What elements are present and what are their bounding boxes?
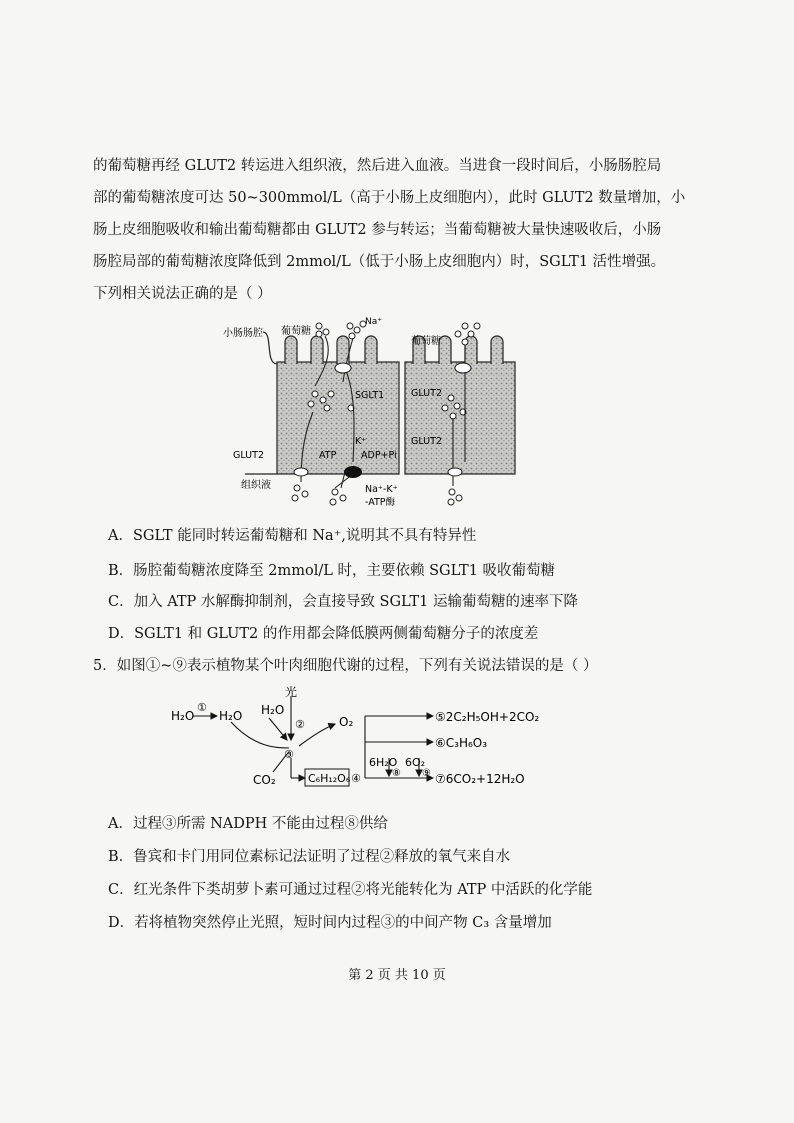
na-label: Na⁺ — [365, 317, 382, 327]
q5-option-d: D．若将植物突然停止光照，短时间内过程③的中间产物 C₃ 含量增加 — [108, 915, 552, 931]
glucose-label: C₆H₁₂O₆ — [308, 772, 351, 785]
product-5: ⑤2C₂H₅OH+2CO₂ — [435, 710, 540, 724]
page-footer: 第 2 页 共 10 页 — [348, 968, 446, 983]
q4-option-d: D．SGLT1 和 GLUT2 的作用都会降低膜两侧葡萄糖分子的浓度差 — [108, 626, 539, 642]
q5-option-c: C．红光条件下类胡萝卜素可通过过程②将光能转化为 ATP 中活跃的化学能 — [108, 882, 593, 898]
intro-line-2: 部的葡萄糖浓度可达 50~300mmol/L（高于小肠上皮细胞内），此时 GLUT2 数量增加，小 — [93, 190, 686, 206]
glut2-top-label: GLUT2 — [411, 388, 442, 399]
intro-line-3: 肠上皮细胞吸收和输出葡萄糖都由 GLUT2 参与转运；当葡萄糖被大量快速吸收后，小肠 — [93, 222, 662, 238]
oxygen-6: 6O₂ — [405, 756, 426, 769]
q5-option-b: B．鲁宾和卡门用同位素标记法证明了过程②释放的氧气来自水 — [108, 849, 511, 865]
q5-option-a: A．过程③所需 NADPH 不能由过程⑧供给 — [108, 816, 388, 832]
step-9: ⑨ — [422, 768, 431, 779]
h2o-b: H₂O — [219, 709, 243, 723]
pump-label-2: -ATP酶 — [365, 497, 396, 508]
q4-option-b: B．肠腔葡萄糖浓度降至 2mmol/L 时，主要依赖 SGLT1 吸收葡萄糖 — [108, 563, 556, 579]
intestinal-cell-diagram — [215, 312, 545, 512]
right-cell — [405, 362, 515, 474]
adp-label: ADP+Pi — [361, 450, 397, 461]
step-4: ④ — [351, 772, 361, 785]
glut2-left-label: GLUT2 — [233, 450, 264, 461]
q4-option-c: C．加入 ATP 水解酶抑制剂，会直接导致 SGLT1 运输葡萄糖的速率下降 — [108, 594, 578, 610]
intro-line-4: 肠腔局部的葡萄糖浓度降低到 2mmol/L（低于小肠上皮细胞内）时，SGLT1 活性增强。 — [93, 254, 666, 270]
question-4-intro — [93, 150, 733, 310]
glucose-label-left: 葡萄糖 — [281, 326, 311, 337]
metabolism-diagram — [165, 686, 585, 796]
water-6: 6H₂O — [369, 756, 398, 769]
na-k-atpase — [344, 466, 362, 478]
q4-option-a: A．SGLT 能同时转运葡萄糖和 Na⁺,说明其不具有特异性 — [108, 528, 477, 544]
step-1: ① — [197, 701, 207, 714]
co2-label: CO₂ — [253, 773, 276, 787]
step-3: ③ — [284, 748, 294, 761]
product-7: ⑦6CO₂+12H₂O — [435, 772, 525, 786]
glucose-label-right: 葡萄糖 — [411, 336, 441, 347]
intro-line-5: 下列相关说法正确的是（ ） — [93, 286, 272, 302]
h2o-a: H₂O — [171, 709, 195, 723]
step-8: ⑧ — [392, 768, 401, 779]
k-label: K⁺ — [355, 436, 367, 447]
h2o-c: H₂O — [261, 703, 285, 717]
tissue-fluid-label: 组织液 — [241, 480, 271, 491]
atp-label: ATP — [319, 450, 337, 461]
microvilli — [285, 336, 503, 364]
o2-label: O₂ — [339, 715, 354, 729]
light-label: 光 — [285, 686, 298, 699]
question-5-stem: 5．如图①~⑨表示植物某个叶肉细胞代谢的过程，下列有关说法错误的是（ ） — [93, 658, 598, 674]
lumen-label: 小肠肠腔 — [223, 328, 263, 339]
product-6: ⑥C₃H₆O₃ — [435, 736, 488, 750]
step-2: ② — [295, 718, 305, 731]
sglt1-label: SGLT1 — [355, 390, 385, 401]
pump-label-1: Na⁺-K⁺ — [365, 484, 398, 495]
glut2-right-label: GLUT2 — [411, 436, 442, 447]
intro-line-1: 的葡萄糖再经 GLUT2 转运进入组织液，然后进入血液。当进食一段时间后，小肠肠腔局 — [93, 158, 662, 174]
